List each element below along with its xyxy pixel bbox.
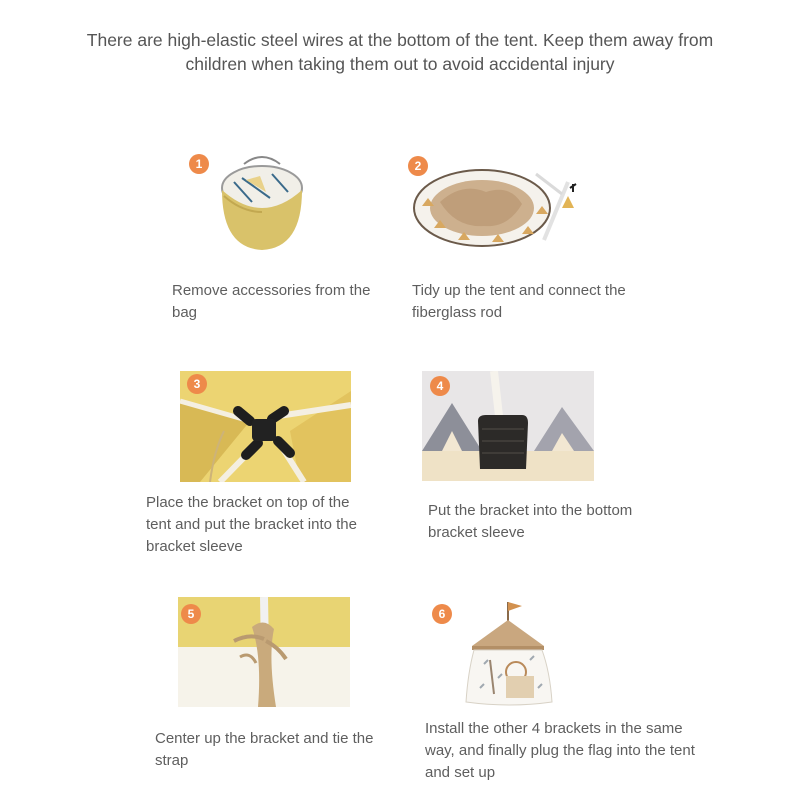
step-caption: Put the bracket into the bottom bracket sleeve — [428, 502, 633, 541]
flat-tent-image — [412, 162, 592, 258]
step-caption: Place the bracket on top of the tent and put the bracket into the bracket sleeve — [146, 494, 357, 555]
step-caption: Tidy up the tent and connect the fiberglass rod — [412, 282, 626, 321]
tent-bag-image — [212, 152, 312, 258]
step-badge: 4 — [430, 376, 450, 396]
step-badge: 5 — [181, 604, 201, 624]
warning-text: There are high-elastic steel wires at the bottom of the tent. Keep them away from children when taking them out to avoid accidental injury — [86, 30, 714, 74]
step-caption: Center up the bracket and tie the strap — [155, 730, 374, 769]
step-badge: 2 — [408, 156, 428, 176]
step-badge: 1 — [189, 154, 209, 174]
step-caption: Remove accessories from the bag — [172, 282, 371, 321]
step-caption: Install the other 4 brackets in the same way, and finally plug the flag into the tent and set up — [425, 720, 695, 781]
step-badge: 3 — [187, 374, 207, 394]
tie-strap-image — [178, 597, 350, 707]
assembled-tent-image — [460, 598, 560, 710]
step-badge: 6 — [432, 604, 452, 624]
